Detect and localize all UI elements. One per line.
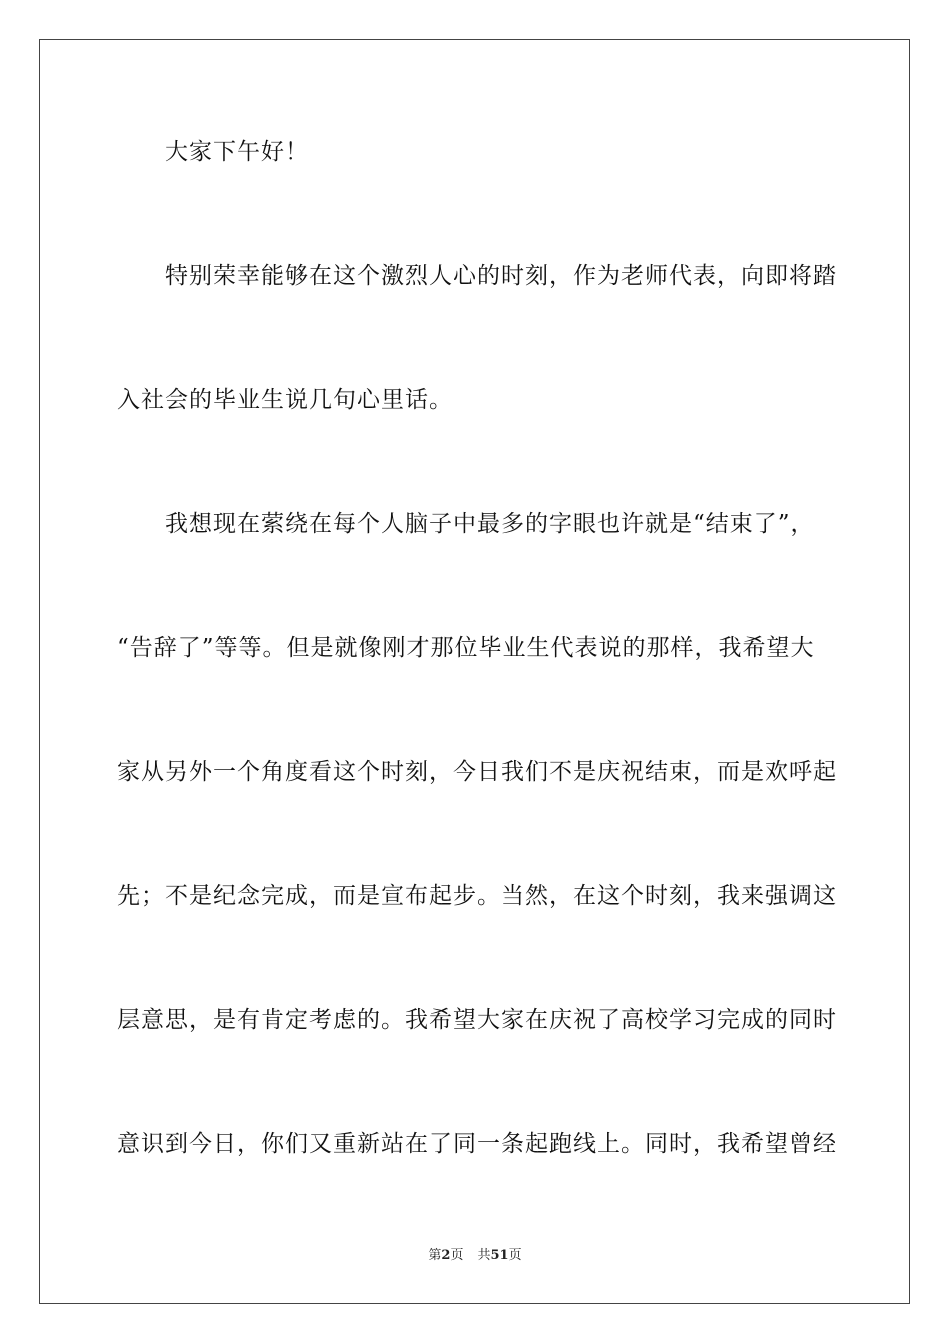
greeting-line: 大家下午好！ [165,139,309,165]
paragraph-line: 先；不是纪念完成，而是宣布起步。当然，在这个时刻，我来强调这 [117,883,837,909]
total-suffix: 页 [508,1248,522,1263]
total-prefix: 共 [477,1248,491,1263]
paragraph-line: “告辞了”等等。但是就像刚才那位毕业生代表说的那样，我希望大 [117,635,815,661]
paragraph-line: 我想现在萦绕在每个人脑子中最多的字眼也许就是“结束了”， [165,511,815,537]
current-page-number: 2 [441,1248,451,1263]
paragraph-line: 家从另外一个角度看这个时刻，今日我们不是庆祝结束，而是欢呼起 [117,759,837,785]
page-suffix: 页 [450,1248,464,1263]
paragraph-line: 层意思，是有肯定考虑的。我希望大家在庆祝了高校学习完成的同时 [117,1007,837,1033]
page-border [39,39,910,1304]
page-prefix: 第 [428,1248,442,1263]
paragraph-line: 入社会的毕业生说几句心里话。 [117,387,453,413]
paragraph-line: 意识到今日，你们又重新站在了同一条起跑线上。同时，我希望曾经 [117,1131,837,1157]
paragraph-line: 特别荣幸能够在这个激烈人心的时刻，作为老师代表，向即将踏 [165,263,837,289]
page-number-footer [0,1247,950,1265]
total-page-count: 51 [490,1248,509,1263]
